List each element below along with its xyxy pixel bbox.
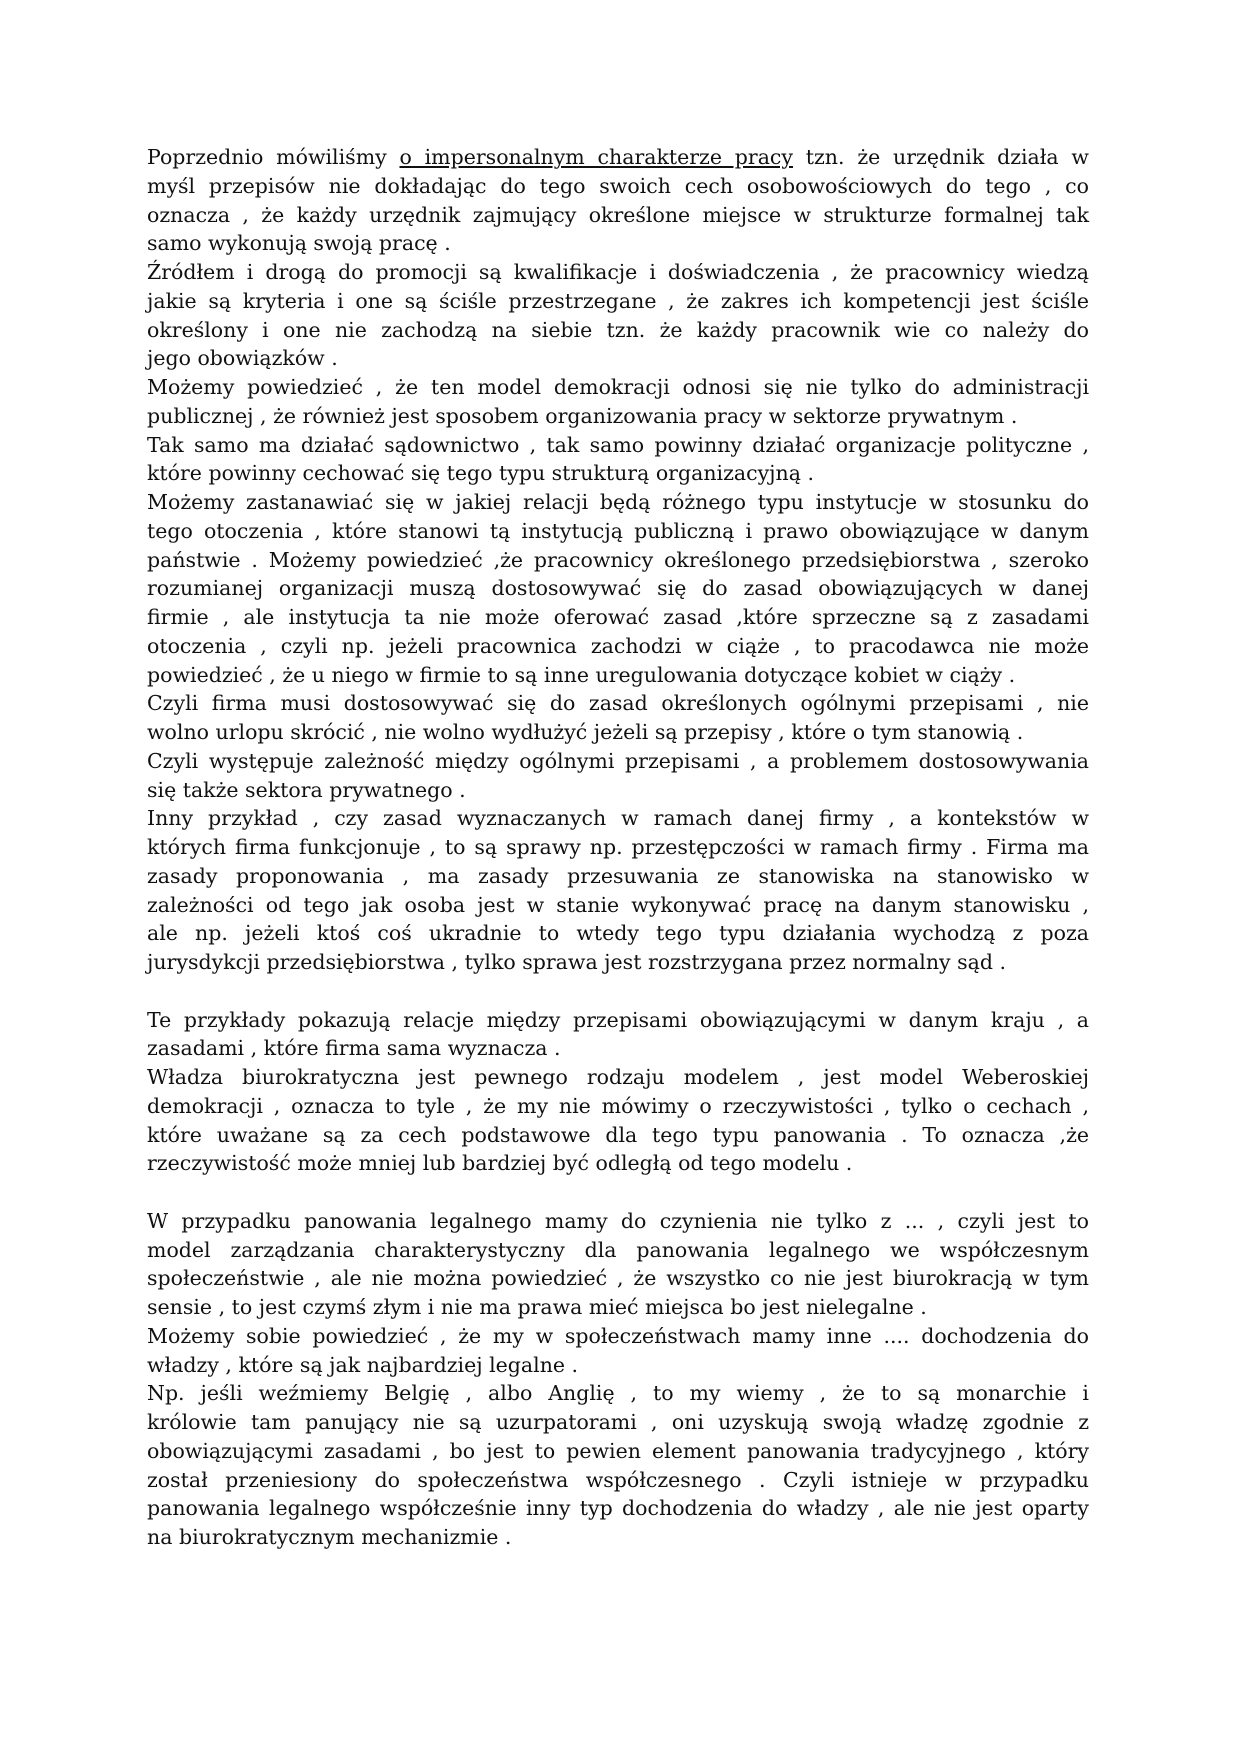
text-run: zależności od tego jak osoba jest w stanie wykonywać pracę na danym stanowisku , [147, 892, 1089, 917]
text-line [147, 661, 1089, 690]
paragraph [147, 143, 1089, 258]
text-line [147, 1379, 1089, 1408]
text-run: oznacza , że każdy urzędnik zajmujący określone miejsce w strukturze formalnej tak [147, 202, 1089, 227]
text-run: zasadami , które firma sama wyznacza . [147, 1036, 561, 1061]
text-line [147, 172, 1089, 201]
text-run: ale np. jeżeli ktoś coś ukradnie to wtedy tego typu działania wychodzą z poza [147, 921, 1089, 946]
document-body [147, 143, 1089, 1552]
text-run: władzy , które są jak najbardziej legalne . [147, 1352, 579, 1377]
text-run: których firma funkcjonuje , to są sprawy np. przestępczości w ramach firmy . Firma ma [147, 835, 1089, 859]
text-run: myśl przepisów nie dokładając do tego swoich cech osobowościowych do tego , co [147, 173, 1089, 198]
text-line [147, 891, 1089, 920]
paragraph [147, 1063, 1089, 1178]
text-run: W przypadku panowania legalnego mamy do czynienia nie tylko z ... , czyli jest to [147, 1208, 1089, 1233]
text-line [147, 689, 1089, 718]
paragraph-gap [147, 977, 1089, 1006]
text-line [147, 431, 1089, 460]
text-line [147, 603, 1089, 632]
paragraph [147, 747, 1089, 805]
text-run: wolno urlopu skrócić , nie wolno wydłużyć jeżeli są przepisy , które o tym stanowią . [147, 720, 1024, 744]
text-line [147, 1092, 1089, 1121]
text-run: Np. jeśli weźmiemy Belgię , albo Anglię , to my wiemy , że to są monarchie i [147, 1381, 1089, 1406]
text-line [147, 316, 1089, 345]
paragraph [147, 431, 1089, 489]
text-run: królowie tam panujący nie są uzurpatorami , oni uzyskują swoją władzę zgodnie z [147, 1410, 1089, 1434]
text-run: firmie , ale instytucja ta nie może oferować zasad ,które sprzeczne są z zasadami [147, 605, 1089, 629]
text-line [147, 1408, 1089, 1437]
text-line [147, 804, 1089, 833]
paragraph [147, 373, 1089, 431]
text-line [147, 1063, 1089, 1092]
text-run: Źródłem i drogą do promocji są kwalifikacje i doświadczenia , że pracownicy wiedzą [147, 260, 1089, 284]
text-run: tego otoczenia , które stanowi tą instytucją publiczną i prawo obowiązujące w danym [147, 518, 1089, 543]
text-run: Władza biurokratyczna jest pewnego rodzaju modelem , jest model Weberoskiej [147, 1065, 1089, 1089]
text-run: obowiązującymi zasadami , bo jest to pewien element panowania tradycyjnego , który [147, 1438, 1089, 1463]
text-line [147, 833, 1089, 862]
text-line [147, 574, 1089, 603]
text-line [147, 1523, 1089, 1552]
text-line [147, 1437, 1089, 1466]
text-run: otoczenia , czyli np. jeżeli pracownica zachodzi w ciąże , to pracodawca nie może [147, 633, 1089, 658]
text-run: Czyli firma musi dostosowywać się do zasad określonych ogólnymi przepisami , nie [147, 691, 1089, 716]
text-run: jakie są kryteria i one są ściśle przestrzegane , że zakres ich kompetencji jest ściśle [147, 288, 1089, 313]
paragraph-gap [147, 1178, 1089, 1207]
text-run: które powinny cechować się tego typu strukturą organizacyjną . [147, 461, 814, 486]
text-line [147, 517, 1089, 546]
text-line [147, 1351, 1089, 1380]
text-line [147, 201, 1089, 230]
text-run: określony i one nie zachodzą na siebie tzn. że każdy pracownik wie co należy do [147, 317, 1089, 342]
text-line [147, 287, 1089, 316]
text-line [147, 488, 1089, 517]
text-run: Możemy zastanawiać się w jakiej relacji będą różnego typu instytucje w stosunku do [147, 490, 1089, 514]
text-run: zasady proponowania , ma zasady przesuwania ze stanowiska na stanowisko w [147, 863, 1089, 888]
text-run: Tak samo ma działać sądownictwo , tak samo powinny działać organizacje polityczne , [147, 432, 1089, 457]
paragraph [147, 1006, 1089, 1064]
text-line [147, 948, 1089, 977]
text-run: Te przykłady pokazują relacje między przepisami obowiązującymi w danym kraju , a [147, 1007, 1089, 1032]
text-run: społeczeństwie , ale nie można powiedzieć , że wszystko co nie jest biurokracją w tym [147, 1266, 1089, 1291]
text-line [147, 258, 1089, 287]
text-line [147, 747, 1089, 776]
text-run: które uważane są za cech podstawowe dla tego typu panowania . To oznacza ,że [147, 1122, 1089, 1147]
text-run: Możemy powiedzieć , że ten model demokracji odnosi się nie tylko do administracji [147, 375, 1089, 399]
text-line [147, 1034, 1089, 1063]
text-line [147, 1264, 1089, 1293]
text-run: się także sektora prywatnego . [147, 777, 466, 802]
text-run: tzn. że urzędnik działa w [792, 145, 1089, 169]
text-line [147, 1006, 1089, 1035]
text-line [147, 1466, 1089, 1495]
paragraph [147, 1207, 1089, 1322]
paragraph [147, 689, 1089, 747]
text-line [147, 862, 1089, 891]
text-line [147, 229, 1089, 258]
text-line [147, 373, 1089, 402]
text-run: samo wykonują swoją pracę . [147, 231, 451, 256]
underlined-text: o impersonalnym charakterze pracy [399, 145, 793, 169]
text-run: powiedzieć , że u niego w firmie to są inne uregulowania dotyczące kobiet w ciąży . [147, 662, 1016, 687]
text-run: Inny przykład , czy zasad wyznaczanych w ramach danej firmy , a kontekstów w [147, 806, 1089, 831]
text-line [147, 1236, 1089, 1265]
paragraph [147, 488, 1089, 689]
text-line [147, 776, 1089, 805]
text-line [147, 546, 1089, 575]
text-run: rozumianej organizacji muszą dostosowywać się do zasad obowiązujących w danej [147, 576, 1089, 601]
text-line [147, 718, 1089, 747]
paragraph [147, 258, 1089, 373]
text-run: Możemy sobie powiedzieć , że my w społeczeństwach mamy inne .... dochodzenia do [147, 1323, 1089, 1348]
text-line [147, 1207, 1089, 1236]
text-line [147, 1149, 1089, 1178]
text-run: jego obowiązków . [147, 346, 338, 371]
text-line [147, 1293, 1089, 1322]
text-line [147, 143, 1089, 172]
text-line [147, 402, 1089, 431]
text-line [147, 1322, 1089, 1351]
text-run: publicznej , że również jest sposobem organizowania pracy w sektorze prywatnym . [147, 403, 1018, 428]
text-run: jurysdykcji przedsiębiorstwa , tylko sprawa jest rozstrzygana przez normalny sąd . [147, 950, 1007, 974]
text-line [147, 1494, 1089, 1523]
text-line [147, 632, 1089, 661]
text-run: został przeniesiony do społeczeństwa współczesnego . Czyli istnieje w przypadku [147, 1467, 1089, 1492]
text-run: rzeczywistość może mniej lub bardziej być odległą od tego modelu . [147, 1151, 853, 1176]
text-line [147, 919, 1089, 948]
text-line [147, 1121, 1089, 1150]
text-run: na biurokratycznym mechanizmie . [147, 1525, 512, 1549]
paragraph [147, 804, 1089, 977]
text-run: demokracji , oznacza to tyle , że my nie mówimy o rzeczywistości , tylko o cechach , [147, 1093, 1089, 1118]
text-line [147, 459, 1089, 488]
paragraph [147, 1322, 1089, 1380]
text-run: Poprzednio mówiliśmy [147, 145, 400, 169]
text-run: panowania legalnego współcześnie inny typ dochodzenia do władzy , ale nie jest oparty [147, 1496, 1089, 1521]
paragraph [147, 1379, 1089, 1552]
text-run: państwie . Możemy powiedzieć ,że pracownicy określonego przedsiębiorstwa , szeroko [147, 547, 1089, 572]
text-run: model zarządzania charakterystyczny dla panowania legalnego we współczesnym [147, 1237, 1089, 1262]
text-run: Czyli występuje zależność między ogólnymi przepisami , a problemem dostosowywania [147, 748, 1089, 773]
text-run: sensie , to jest czymś złym i nie ma prawa mieć miejsca bo jest nielegalne . [147, 1295, 927, 1319]
text-line [147, 344, 1089, 373]
